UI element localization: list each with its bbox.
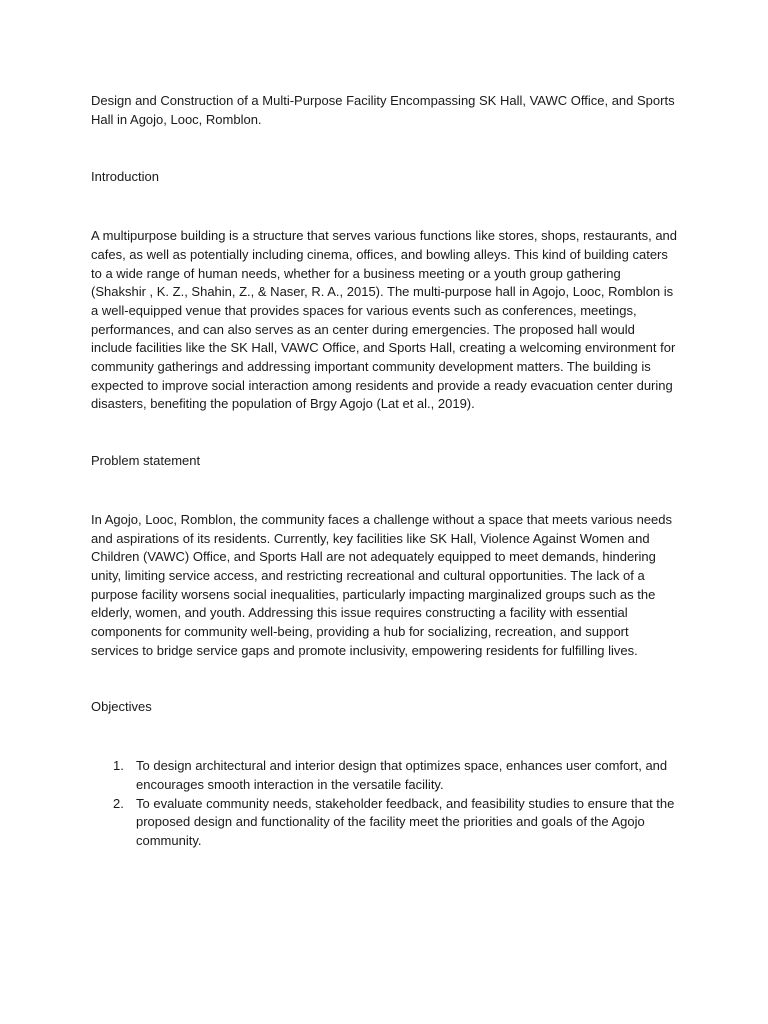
list-item [113, 795, 678, 851]
document-title: Design and Construction of a Multi-Purpose Facility Encompassing SK Hall, VAWC Office, and Sports Hall in Agojo, Looc, Romblon. [91, 93, 675, 127]
section-heading-objectives: Objectives [91, 699, 152, 715]
list-item-text: To design architectural and interior design that optimizes space, enhances user comfort, and encourages smooth interaction in the versatile facility. [136, 758, 668, 792]
section-heading-problem-statement: Problem statement [91, 453, 201, 469]
section-heading-introduction: Introduction [91, 169, 159, 185]
objectives-list [91, 757, 678, 851]
introduction-paragraph: A multipurpose building is a structure that serves various functions like stores, shops, restaurants, and cafes, as well as potentially including cinema, offices, and bowling alleys. This kind of building caters to a wide range of human needs, whether for a business meeting or a youth group gathering (Shakshir , K. Z., Shahin, Z., & Naser, R. A., 2015). The multi-purpose hall in Agojo, Looc, Romblon is a well-equipped venue that provides spaces for various events such as conferences, meetings, performances, and can also serves as an center during emergencies. The proposed hall would include facilities like the SK Hall, VAWC Office, and Sports Hall, creating a welcoming environment for community gatherings and addressing important community development matters. The building is expected to improve social interaction among residents and provide a ready evacuation center during disasters, benefiting the population of Brgy Agojo (Lat et al., 2019). [91, 228, 678, 412]
list-item-number: 1. [113, 758, 124, 774]
problem-statement-paragraph: In Agojo, Looc, Romblon, the community faces a challenge without a space that meets various needs and aspirations of its residents. Currently, key facilities like SK Hall, Violence Against Women and Children (VAWC) Office, and Sports Hall are not adequately equipped to meet demands, hindering unity, limiting service access, and restricting recreational and cultural opportunities. The lack of a purpose facility worsens social inequalities, particularly impacting marginalized groups such as the elderly, women, and youth. Addressing this issue requires constructing a facility with essential components for community well-being, providing a hub for socializing, recreation, and support services to bridge service gaps and promote inclusivity, empowering residents for fulfilling lives. [91, 511, 673, 658]
list-item-text: To evaluate community needs, stakeholder feedback, and feasibility studies to ensure that the proposed design and functionality of the facility meet the priorities and goals of the Agojo community. [136, 795, 675, 848]
list-item-number: 2. [113, 795, 124, 811]
list-item [113, 757, 678, 794]
